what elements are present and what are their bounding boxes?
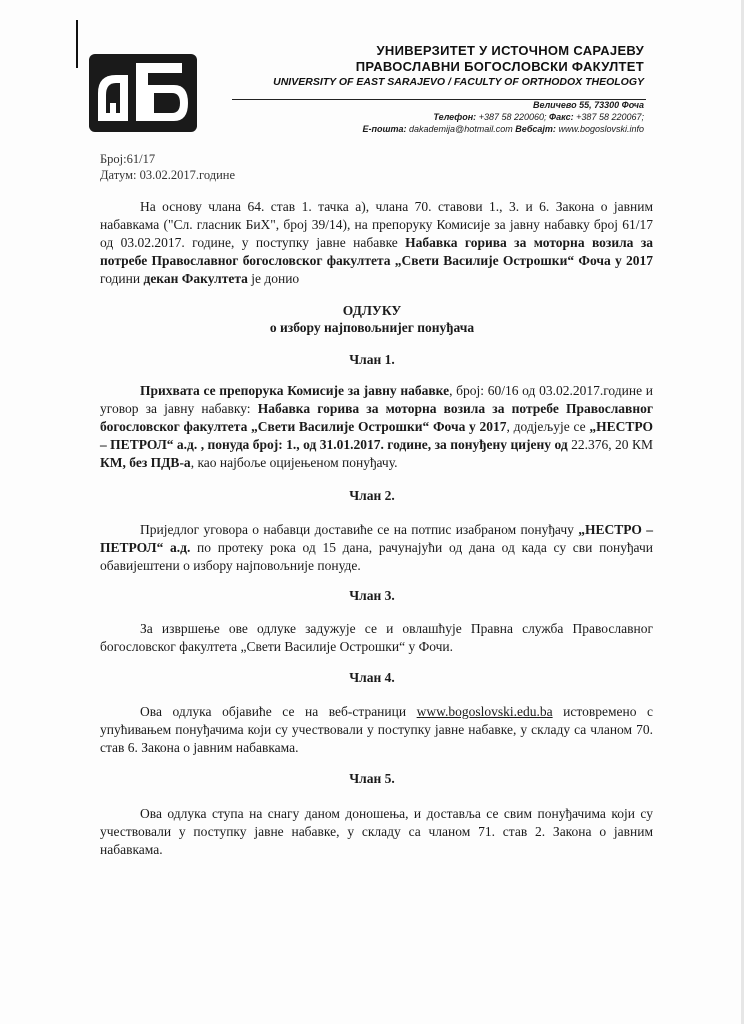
article-3-text-1: За извршење ове одлуке задужује се и овлашћује Правна служба Православног богословског факултета „Свети Василије Острошки“ у Фочи. (100, 621, 653, 654)
decision-subtitle: о избору најповољнијег понуђача (269, 320, 475, 335)
faculty-logo (88, 53, 198, 133)
article-3-paragraph (100, 620, 653, 656)
phone-label: Телефон: (433, 112, 477, 122)
fax-label: Факс: (549, 112, 574, 122)
preamble-text-2: години (100, 271, 144, 286)
article-1-bold-4: КМ, без ПДВ-а (100, 455, 191, 470)
faculty-name: ПРАВОСЛАВНИ БОГОСЛОВСКИ ФАКУЛТЕТ (355, 59, 644, 74)
email-value[interactable]: dakademija@hotmail.com (409, 124, 513, 134)
university-name: УНИВЕРЗИТЕТ У ИСТОЧНОМ САРАЈЕВУ (376, 43, 644, 58)
email-label: Е-пошта: (362, 124, 407, 134)
article-1-bold-3: „НЕСТРО – ПЕТРОЛ“ а.д. , понуда број: 1., од 31.01.2017. године, за понуђену цијену од (100, 419, 653, 452)
article-1-heading: Члан 1. (349, 352, 395, 367)
preamble-bold-2: декан Факултета (143, 271, 248, 286)
article-3-heading: Члан 3. (349, 588, 395, 603)
article-1-bold-2: Набавка горива за моторна возила за потребе Православног богословског факултета „Свети Василије Острошки“ Фоча у 2017 (100, 401, 654, 434)
phone-fax-line (433, 112, 644, 122)
decision-title: ОДЛУКУ (342, 303, 402, 318)
web-label: Вебсајт: (515, 124, 556, 134)
preamble-paragraph (100, 198, 653, 288)
email-web-line (363, 124, 645, 134)
document-date: Датум: 03.02.2017.године (100, 168, 236, 182)
article-4-text-2: истовремено с упућивањем понуђачима који су учествовали у поступку јавне набавке, у складу са чланом 70. став 6. Закона о јавним набавкама. (100, 704, 653, 755)
article-2-bold-1: „НЕСТРО – ПЕТРОЛ“ а.д. (100, 522, 653, 555)
article-2-heading: Члан 2. (349, 488, 395, 503)
preamble-text-1: На основу члана 64. став 1. тачка а), члана 70. ставови 1., 3. и 6. Закона о јавним набавкама ("Сл. гласник БиХ", број 39/14), на препоруку Комисије за јавну набавку број 61/17 од 03.02.2017. године, у поступку јавне набавке (100, 199, 653, 250)
web-value[interactable]: www.bogoslovski.info (558, 124, 644, 134)
article-2-text-1: Приједлог уговора о набавци доставиће се на потпис изабраном понуђачу (140, 522, 579, 537)
article-1-text-4: , као најбоље оцијењеном понуђачу. (190, 455, 398, 470)
article-4-paragraph (100, 703, 653, 757)
article-1-bold-1: Прихвата се препорука Комисије за јавну набавке (140, 383, 450, 398)
article-1-text-2: , додјељује се (506, 419, 590, 434)
article-2-text-2: по протеку рока од 15 дана, рачунајући од дана од када су сви понуђачи обавијештени о избору најповољније понуде. (100, 540, 653, 573)
website-link[interactable]: www.bogoslovski.edu.ba (416, 704, 553, 719)
phone-value: +387 58 220060; (478, 112, 547, 122)
article-1-price: 22.376, 20 КМ (567, 437, 653, 452)
article-5-heading: Члан 5. (349, 771, 395, 786)
article-4-text-1: Ова одлука објавиће се на веб-страници (140, 704, 417, 719)
document-number: Број:61/17 (100, 152, 156, 166)
preamble-text-3: је донио (247, 271, 300, 286)
article-4-heading: Члан 4. (349, 670, 395, 685)
preamble-bold-1: Набавка горива за моторна возила за потребе Православног богословског факултета „Свети Василије Острошки“ Фоча у 2017 (100, 235, 653, 268)
article-2-paragraph (100, 521, 653, 575)
article-5-text-1: Ова одлука ступа на снагу даном доношења, и доставља се свим понуђачима који су учествовали у поступку јавне набавке, у складу са чланом 71. став 2. Закона о јавним набавкама. (100, 806, 653, 857)
scan-mark (76, 20, 78, 68)
article-1-text-1: , број: 60/16 од 03.02.2017.године и уговор за јавну набавку: (100, 383, 654, 416)
english-name: UNIVERSITY OF EAST SARAJEVO / FACULTY OF ORTHODOX THEOLOGY (273, 76, 644, 88)
address-line: Величево 55, 73300 Фоча (532, 100, 644, 110)
article-1-paragraph (100, 382, 653, 472)
article-5-paragraph (100, 805, 653, 859)
fax-value: +387 58 220067; (576, 112, 644, 122)
